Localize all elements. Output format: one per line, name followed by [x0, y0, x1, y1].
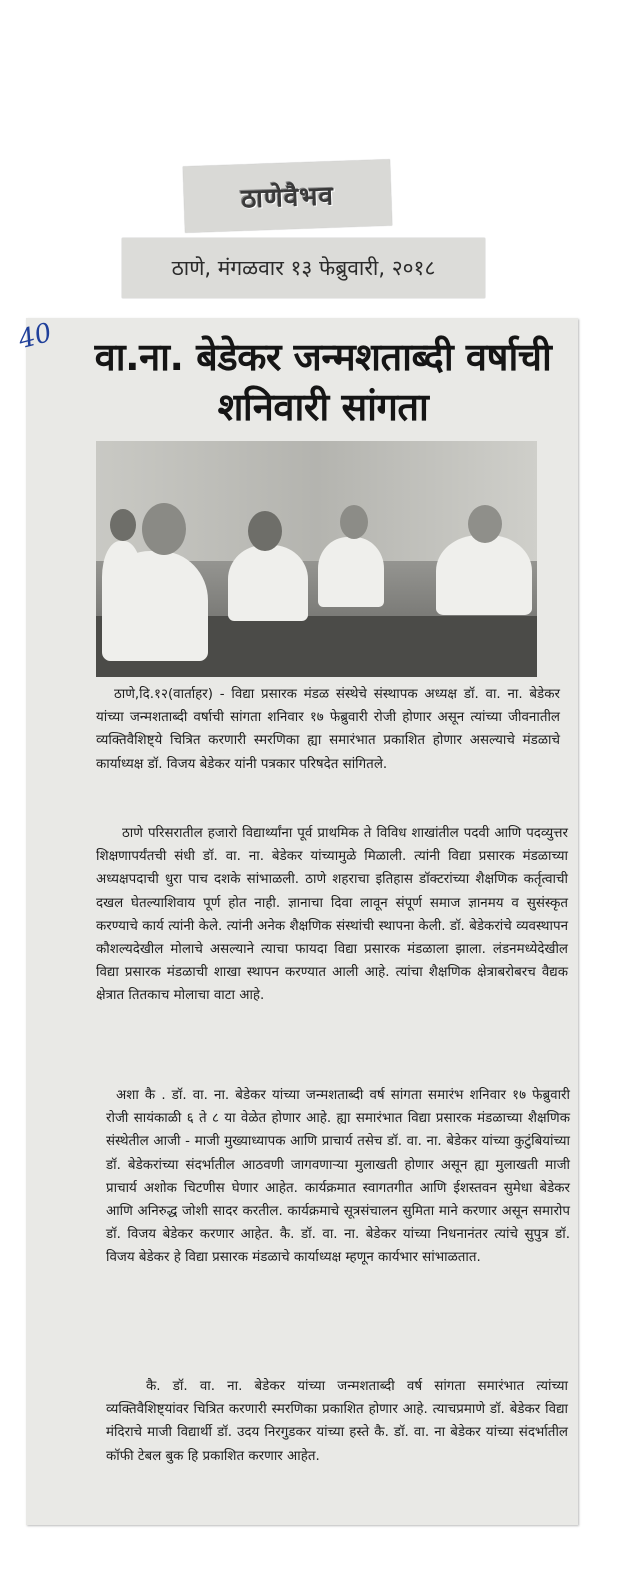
- article-photo: [96, 441, 537, 677]
- photo-person: [102, 551, 208, 661]
- photo-person: [436, 535, 532, 615]
- newspaper-masthead-clipping: [183, 159, 392, 232]
- photo-person-head: [110, 509, 136, 541]
- photo-person: [228, 545, 308, 621]
- dateline-clipping: [122, 238, 485, 298]
- article-paragraph: अशा कै . डॉ. वा. ना. बेडेकर यांच्या जन्मशताब्दी वर्ष सांगता समारंभ शनिवार १७ फेब्रुवारी रोजी सायंकाळी ६ ते ८ या वेळेत होणार आहे. ह्या समारंभात विद्या प्रसारक मंडळाच्या शैक्षणिक संस्थेतील आजी - माजी मुख्याध्यापक आणि प्राचार्य तसेच डॉ. वा. ना. बेडेकर यांच्या कुटुंबियांच्या डॉ. बेडेकरांच्या संदर्भातील आठवणी जागवणाऱ्या मुलाखती होणार असून ह्या मुलाखती माजी प्राचार्य अशोक चिटणीस घेणार आहेत. कार्यक्रमात स्वागतगीत आणि ईशस्तवन सुमेधा बेडेकर आणि अनिरुद्ध जोशी सादर करतील. कार्यक्रमाचे सूत्रसंचालन सुमिता माने करणार असून समारोप डॉ. विजय बेडेकर करणार आहेत. कै. डॉ. वा. ना. बेडेकर यांच्या निधनानंतर त्यांचे सुपुत्र डॉ. विजय बेडेकर हे विद्या प्रसारक मंडळाचे कार्याध्यक्ष म्हणून कार्यभार सांभाळतात.: [106, 1088, 570, 1266]
- newspaper-name: ठाणेवैभव: [240, 181, 335, 215]
- photo-person-head: [142, 503, 186, 555]
- article-paragraph: ठाणे परिसरातील हजारो विद्यार्थ्यांना पूर्व प्राथमिक ते विविध शाखांतील पदवी आणि पदव्युत्तर शिक्षणापर्यंतची संधी डॉ. वा. ना. बेडेकर यांच्यामुळे मिळाली. त्यांनी विद्या प्रसारक मंडळाच्या अध्यक्षपदाची धुरा पाच दशके सांभाळली. ठाणे शहराचा इतिहास डॉक्टरांच्या शैक्षणिक कर्तृत्वाची दखल घेतल्याशिवाय पूर्ण होत नाही. ज्ञानाचा दिवा लावून संपूर्ण समाज ज्ञानमय व सुसंस्कृत करण्याचे कार्य त्यांनी केले. त्यांनी अनेक शैक्षणिक संस्थांची स्थापना केली. डॉ. बेडेकरांचे व्यवस्थापन कौशल्यदेखील मोलाचे असल्याने त्याचा फायदा विद्या प्रसारक मंडळाला झाला. लंडनमध्येदेखील विद्या प्रसारक मंडळाची शाखा स्थापन करण्यात आली आहे. त्यांचा शैक्षणिक क्षेत्राबरोबरच वैद्यक क्षेत्रात तितकाच मोलाचा वाटा आहे.: [96, 826, 568, 1004]
- dateline-text: ठाणे, मंगळवार १३ फेब्रुवारी, २०१८: [171, 256, 436, 280]
- handwritten-margin-mark: 40: [15, 317, 56, 356]
- article-headline: वा.ना. बेडेकर जन्मशताब्दी वर्षाची शनिवारी सांगता: [94, 335, 552, 429]
- photo-person: [318, 537, 384, 607]
- photo-person-head: [248, 511, 282, 551]
- article-paragraph: कै. डॉ. वा. ना. बेडेकर यांच्या जन्मशताब्दी वर्ष सांगता समारंभात त्यांच्या व्यक्तिवैशिष्ट्यांवर चित्रित करणारी स्मरणिका प्रकाशित होणार आहे. त्याचप्रमाणे डॉ. बेडेकर विद्या मंदिराचे माजी विद्यार्थी डॉ. उदय निरगुडकर यांच्या हस्ते कै. डॉ. वा. ना बेडेकर यांच्या संदर्भातील कॉफी टेबल बुक हि प्रकाशित करणार आहेत.: [106, 1379, 568, 1464]
- photo-person-head: [468, 505, 502, 543]
- photo-person-head: [340, 505, 368, 539]
- article-paragraph: ठाणे,दि.१२(वार्ताहर) - विद्या प्रसारक मंडळ संस्थेचे संस्थापक अध्यक्ष डॉ. वा. ना. बेडेकर यांच्या जन्मशताब्दी वर्षाची सांगता शनिवार १७ फेब्रुवारी रोजी होणार असून त्यांच्या जीवनातील व्यक्तिवैशिष्ट्ये चित्रित करणारी स्मरणिका ह्या समारंभात प्रकाशित होणार असल्याचे मंडळाचे कार्याध्यक्ष डॉ. विजय बेडेकर यांनी पत्रकार परिषदेत सांगितले.: [96, 687, 560, 772]
